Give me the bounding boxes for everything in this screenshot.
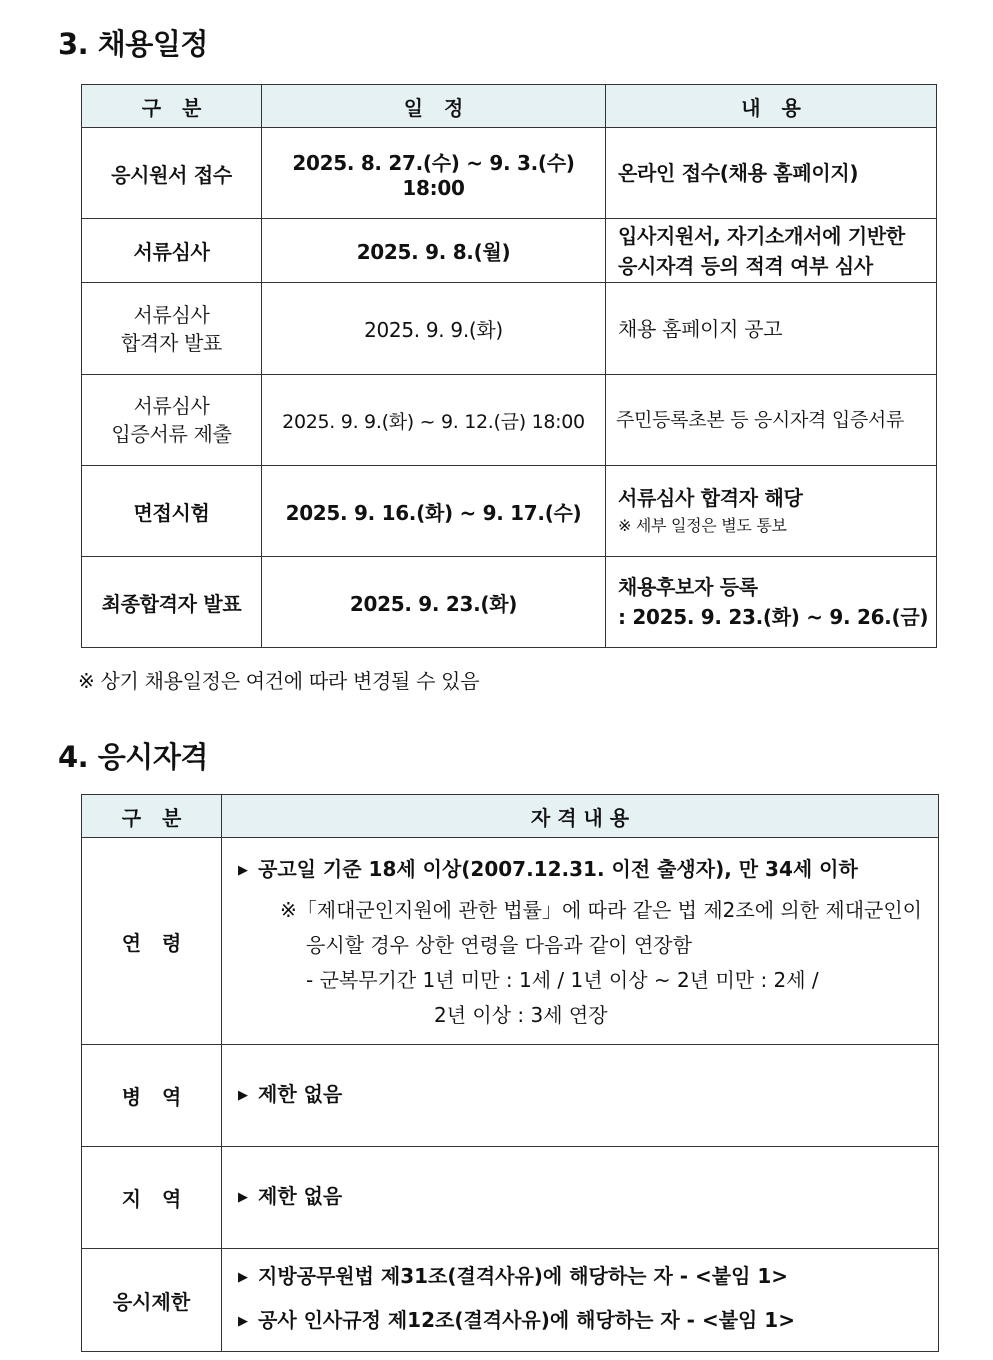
header-date: 일 정: [262, 85, 606, 128]
bullet-text: 지방공무원법 제31조(결격사유)에 해당하는 자 - <붙임 1>: [258, 1264, 789, 1288]
content-line: 서류심사 합격자 해당: [618, 486, 803, 510]
row-category: [82, 375, 262, 466]
header-category: 구 분: [82, 795, 222, 838]
table-row: [82, 219, 937, 283]
age-content: [222, 838, 939, 1045]
table-row: [82, 128, 937, 219]
qualification-header-row: [82, 795, 939, 838]
military-content: [222, 1045, 939, 1147]
content-line: : 2025. 9. 23.(화) ~ 9. 26.(금): [618, 605, 929, 629]
row-date: 2025. 8. 27.(수) ~ 9. 3.(수) 18:00: [262, 128, 606, 219]
table-row: [82, 1249, 939, 1352]
triangle-right-icon: ▶: [238, 1189, 248, 1205]
bullet-item: [238, 1176, 938, 1220]
header-category: 구 분: [82, 85, 262, 128]
row-content: 온라인 접수(채용 홈페이지): [606, 128, 937, 219]
table-row: [82, 466, 937, 557]
row-category: 응시원서 접수: [82, 128, 262, 219]
triangle-right-icon: ▶: [238, 1314, 248, 1329]
bullet-item: [238, 1300, 938, 1344]
restriction-content: [222, 1249, 939, 1352]
note-line: 2년 이상 : 3세 연장: [434, 1003, 608, 1027]
region-content: [222, 1147, 939, 1249]
triangle-right-icon: ▶: [238, 1087, 248, 1103]
bullet-item: [238, 1074, 938, 1118]
bullet-text: 제한 없음: [258, 1081, 343, 1106]
bullet-text: 공사 인사규정 제12조(결격사유)에 해당하는 자 - <붙임 1>: [258, 1308, 795, 1332]
restriction-category: 응시제한: [82, 1249, 222, 1352]
schedule-footnote: ※ 상기 채용일정은 여건에 따라 변경될 수 있음: [78, 669, 480, 693]
category-line: 합격자 발표: [120, 330, 223, 355]
row-date: 2025. 9. 16.(화) ~ 9. 17.(수): [262, 466, 606, 557]
category-line: 서류심사: [133, 302, 210, 327]
row-date: 2025. 9. 23.(화): [262, 557, 606, 648]
schedule-section-title: 3. 채용일정: [58, 27, 208, 61]
bullet-item: [238, 1256, 938, 1300]
age-category: 연 령: [82, 838, 222, 1045]
table-row: [82, 838, 939, 1045]
table-row: [82, 1045, 939, 1147]
triangle-right-icon: ▶: [238, 863, 248, 878]
row-content: 주민등록초본 등 응시자격 입증서류: [606, 375, 937, 466]
row-content: [606, 466, 937, 557]
table-row: [82, 557, 937, 648]
bullet-item: [238, 849, 938, 893]
header-content: 자 격 내 용: [222, 795, 939, 838]
row-content: [606, 219, 937, 283]
row-category: [82, 283, 262, 375]
category-line: 입증서류 제출: [111, 422, 232, 446]
qualification-section-title: 4. 응시자격: [58, 740, 208, 774]
content-line: 채용후보자 등록: [618, 575, 758, 599]
note-line: 응시할 경우 상한 연령을 다음과 같이 연장함: [306, 933, 692, 957]
qualification-table: [81, 794, 939, 1352]
table-row: [82, 1147, 939, 1249]
row-date: 2025. 9. 9.(화): [262, 283, 606, 375]
content-line: 입사지원서, 자기소개서에 기반한: [618, 223, 905, 248]
bullet-text: 제한 없음: [258, 1183, 343, 1208]
bullet-text: 공고일 기준 18세 이상(2007.12.31. 이전 출생자), 만 34세 이하: [258, 857, 858, 881]
row-category: 최종합격자 발표: [82, 557, 262, 648]
row-category: 면접시험: [82, 466, 262, 557]
category-line: 서류심사: [133, 394, 210, 418]
row-content: [606, 557, 937, 648]
row-date: 2025. 9. 9.(화) ~ 9. 12.(금) 18:00: [262, 375, 606, 466]
schedule-table: [81, 84, 937, 648]
triangle-right-icon: ▶: [238, 1270, 248, 1285]
content-note: ※ 세부 일정은 별도 통보: [618, 516, 787, 535]
table-row: [82, 283, 937, 375]
military-category: 병 역: [82, 1045, 222, 1147]
row-category: 서류심사: [82, 219, 262, 283]
table-row: [82, 375, 937, 466]
schedule-header-row: [82, 85, 937, 128]
row-date: 2025. 9. 8.(월): [262, 219, 606, 283]
note-line: - 군복무기간 1년 미만 : 1세 / 1년 이상 ~ 2년 미만 : 2세 /: [306, 968, 819, 992]
note-line: ※「제대군인지원에 관한 법률」에 따라 같은 법 제2조에 의한 제대군인이: [280, 898, 922, 922]
header-content: 내 용: [606, 85, 937, 128]
region-category: 지 역: [82, 1147, 222, 1249]
row-content: 채용 홈페이지 공고: [606, 283, 937, 375]
content-line: 응시자격 등의 적격 여부 심사: [618, 253, 873, 278]
